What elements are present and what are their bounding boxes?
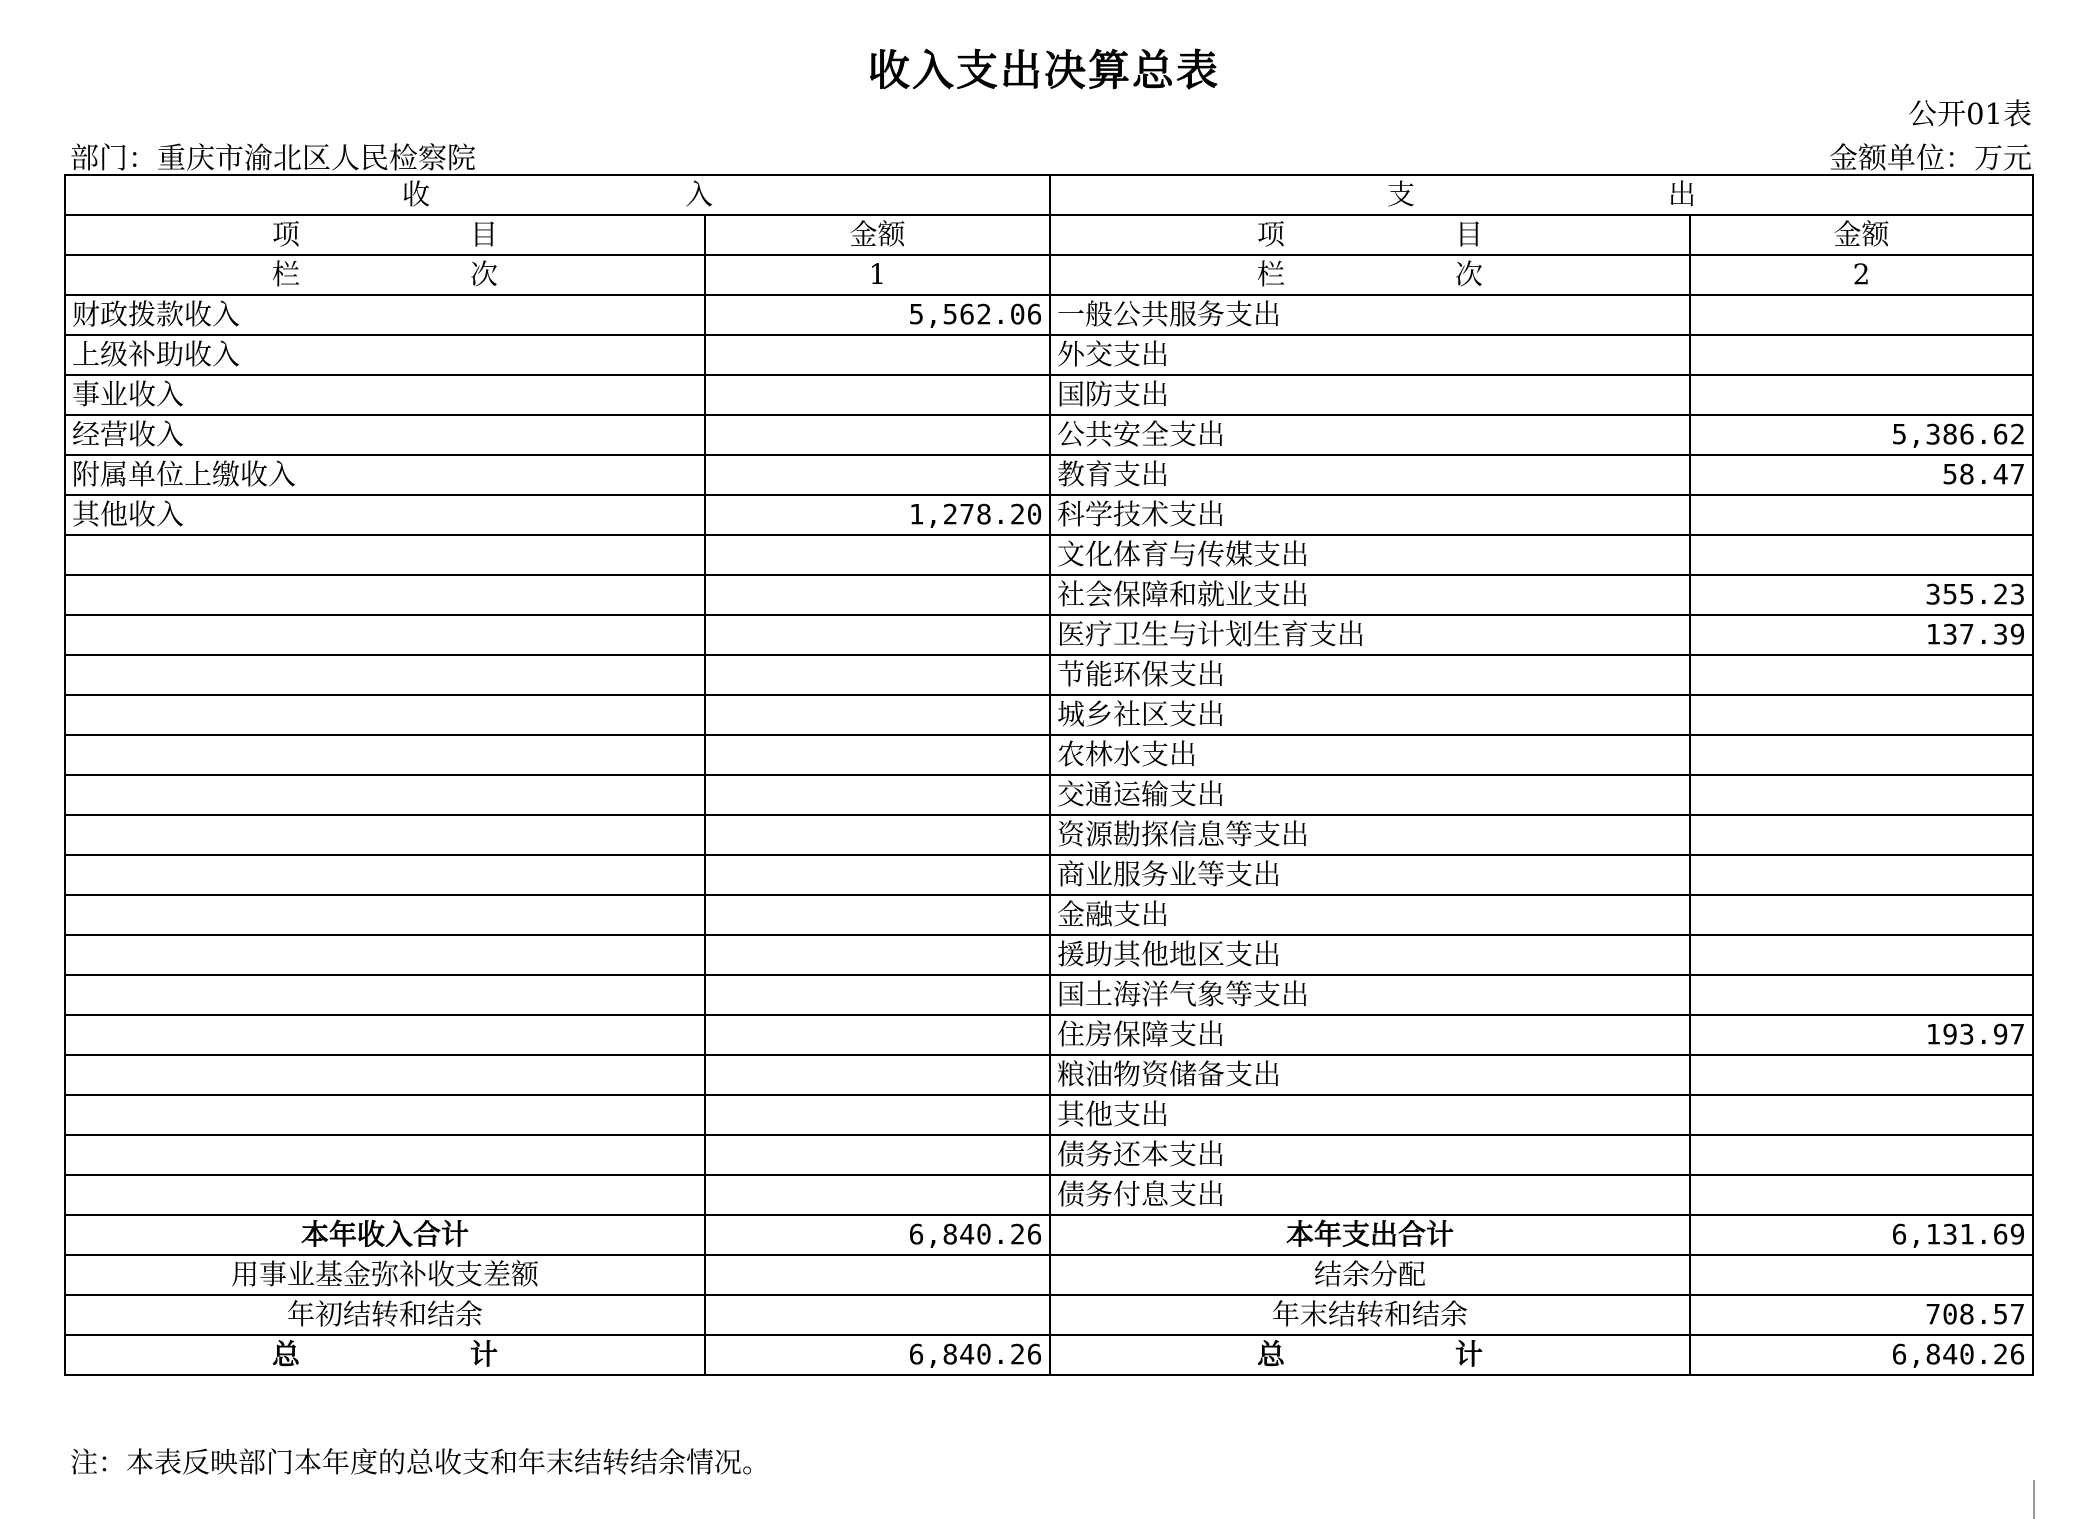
income-amount-header: 金额	[705, 215, 1050, 255]
expense-item: 援助其他地区支出	[1050, 935, 1690, 975]
income-item	[65, 1095, 705, 1135]
expense-amount	[1690, 895, 2033, 935]
table-row	[65, 455, 2033, 495]
income-item: 附属单位上缴收入	[65, 455, 705, 495]
table-row	[65, 655, 2033, 695]
income-item	[65, 1015, 705, 1055]
income-amount	[705, 415, 1050, 455]
income-item	[65, 1135, 705, 1175]
income-amount	[705, 975, 1050, 1015]
edge-mark	[2033, 1480, 2035, 1519]
income-amount	[705, 335, 1050, 375]
expense-item: 外交支出	[1050, 335, 1690, 375]
income-item	[65, 895, 705, 935]
table-row	[65, 495, 2033, 535]
expense-amount	[1690, 1095, 2033, 1135]
grand-total-income-label: 总 计	[65, 1335, 705, 1375]
income-item	[65, 575, 705, 615]
income-amount	[705, 775, 1050, 815]
expense-amount	[1690, 775, 2033, 815]
income-total-amount: 6,840.26	[705, 1215, 1050, 1255]
grand-total-income: 6,840.26	[705, 1335, 1050, 1375]
expense-index-number: 2	[1690, 255, 2033, 295]
expense-amount	[1690, 735, 2033, 775]
table-row	[65, 1015, 2033, 1055]
expense-amount	[1690, 975, 2033, 1015]
expense-amount	[1690, 295, 2033, 335]
income-item	[65, 855, 705, 895]
expense-amount-header: 金额	[1690, 215, 2033, 255]
income-item: 事业收入	[65, 375, 705, 415]
header-row-index	[65, 255, 2033, 295]
expense-item: 粮油物资储备支出	[1050, 1055, 1690, 1095]
page-title: 收入支出决算总表	[867, 46, 1220, 95]
expense-amount	[1690, 1055, 2033, 1095]
expense-amount	[1690, 495, 2033, 535]
income-item: 财政拨款收入	[65, 295, 705, 335]
income-item-header: 项 目	[65, 215, 705, 255]
expense-item: 节能环保支出	[1050, 655, 1690, 695]
income-amount	[705, 895, 1050, 935]
expense-item: 文化体育与传媒支出	[1050, 535, 1690, 575]
table-row	[65, 695, 2033, 735]
income-amount	[705, 815, 1050, 855]
expense-item: 金融支出	[1050, 895, 1690, 935]
table-row	[65, 615, 2033, 655]
grand-total-expense: 6,840.26	[1690, 1335, 2033, 1375]
expense-total-label: 本年支出合计	[1050, 1215, 1690, 1255]
table-row	[65, 575, 2033, 615]
expense-amount	[1690, 655, 2033, 695]
expense-amount	[1690, 695, 2033, 735]
table-row	[65, 295, 2033, 335]
income-item: 上级补助收入	[65, 335, 705, 375]
expense-amount: 5,386.62	[1690, 415, 2033, 455]
expense-amount	[1690, 815, 2033, 855]
income-amount	[705, 535, 1050, 575]
income-item	[65, 735, 705, 775]
table-row	[65, 1095, 2033, 1135]
income-item	[65, 1175, 705, 1215]
begin-carryover-label: 年初结转和结余	[65, 1295, 705, 1335]
end-carryover-label: 年末结转和结余	[1050, 1295, 1690, 1335]
fund-row	[65, 1255, 2033, 1295]
expense-item: 国土海洋气象等支出	[1050, 975, 1690, 1015]
income-amount	[705, 1175, 1050, 1215]
income-amount	[705, 615, 1050, 655]
table-row	[65, 735, 2033, 775]
expense-item: 一般公共服务支出	[1050, 295, 1690, 335]
income-item	[65, 975, 705, 1015]
income-item	[65, 775, 705, 815]
department-label: 部门：重庆市渝北区人民检察院	[70, 141, 477, 175]
footnote: 注：本表反映部门本年度的总收支和年末结转结余情况。	[70, 1446, 771, 1479]
expense-item: 科学技术支出	[1050, 495, 1690, 535]
expense-item: 国防支出	[1050, 375, 1690, 415]
grand-total-row	[65, 1335, 2033, 1375]
end-carryover-amount: 708.57	[1690, 1295, 2033, 1335]
income-amount	[705, 1015, 1050, 1055]
income-amount	[705, 855, 1050, 895]
income-amount: 1,278.20	[705, 495, 1050, 535]
expense-item: 商业服务业等支出	[1050, 855, 1690, 895]
table-row	[65, 375, 2033, 415]
expense-amount	[1690, 1135, 2033, 1175]
table-row	[65, 775, 2033, 815]
income-item	[65, 535, 705, 575]
income-amount	[705, 1135, 1050, 1175]
income-index-number: 1	[705, 255, 1050, 295]
income-item	[65, 935, 705, 975]
expense-amount: 193.97	[1690, 1015, 2033, 1055]
expense-item: 公共安全支出	[1050, 415, 1690, 455]
fund-amount	[705, 1255, 1050, 1295]
income-total-label: 本年收入合计	[65, 1215, 705, 1255]
income-amount	[705, 1095, 1050, 1135]
income-index-label: 栏 次	[65, 255, 705, 295]
header-row-columns	[65, 215, 2033, 255]
expense-item-header: 项 目	[1050, 215, 1690, 255]
surplus-label: 结余分配	[1050, 1255, 1690, 1295]
surplus-amount	[1690, 1255, 2033, 1295]
expense-item: 债务还本支出	[1050, 1135, 1690, 1175]
form-number: 公开01表	[1908, 97, 2032, 131]
table-row	[65, 335, 2033, 375]
table-row	[65, 1175, 2033, 1215]
income-section-header: 收 入	[65, 175, 1050, 215]
income-item: 其他收入	[65, 495, 705, 535]
income-amount	[705, 455, 1050, 495]
income-amount	[705, 1055, 1050, 1095]
expense-amount	[1690, 855, 2033, 895]
expense-amount	[1690, 335, 2033, 375]
table-row	[65, 895, 2033, 935]
expense-amount	[1690, 935, 2033, 975]
expense-section-header: 支 出	[1050, 175, 2033, 215]
unit-label: 金额单位：万元	[1828, 141, 2032, 175]
expense-amount	[1690, 535, 2033, 575]
income-amount: 5,562.06	[705, 295, 1050, 335]
carryover-row	[65, 1295, 2033, 1335]
income-item	[65, 695, 705, 735]
income-amount	[705, 735, 1050, 775]
expense-item: 资源勘探信息等支出	[1050, 815, 1690, 855]
income-amount	[705, 695, 1050, 735]
income-amount	[705, 935, 1050, 975]
table-row	[65, 415, 2033, 455]
income-item	[65, 1055, 705, 1095]
income-amount	[705, 575, 1050, 615]
expense-item: 债务付息支出	[1050, 1175, 1690, 1215]
income-item	[65, 655, 705, 695]
expense-item: 交通运输支出	[1050, 775, 1690, 815]
expense-amount: 58.47	[1690, 455, 2033, 495]
expense-amount	[1690, 1175, 2033, 1215]
begin-carryover-amount	[705, 1295, 1050, 1335]
income-item: 经营收入	[65, 415, 705, 455]
grand-total-expense-label: 总 计	[1050, 1335, 1690, 1375]
expense-item: 其他支出	[1050, 1095, 1690, 1135]
income-amount	[705, 655, 1050, 695]
table-row	[65, 855, 2033, 895]
table-row	[65, 535, 2033, 575]
header-row-section	[65, 175, 2033, 215]
expense-item: 农林水支出	[1050, 735, 1690, 775]
income-item	[65, 815, 705, 855]
expense-index-label: 栏 次	[1050, 255, 1690, 295]
table-row	[65, 1135, 2033, 1175]
expense-amount: 355.23	[1690, 575, 2033, 615]
expense-item: 教育支出	[1050, 455, 1690, 495]
expense-amount	[1690, 375, 2033, 415]
table-row	[65, 975, 2033, 1015]
budget-table	[64, 174, 2034, 1376]
table-row	[65, 815, 2033, 855]
fund-label: 用事业基金弥补收支差额	[65, 1255, 705, 1295]
income-amount	[705, 375, 1050, 415]
income-item	[65, 615, 705, 655]
expense-item: 城乡社区支出	[1050, 695, 1690, 735]
expense-item: 住房保障支出	[1050, 1015, 1690, 1055]
expense-amount: 137.39	[1690, 615, 2033, 655]
expense-item: 医疗卫生与计划生育支出	[1050, 615, 1690, 655]
expense-item: 社会保障和就业支出	[1050, 575, 1690, 615]
expense-total-amount: 6,131.69	[1690, 1215, 2033, 1255]
table-row	[65, 1055, 2033, 1095]
income-total-row	[65, 1215, 2033, 1255]
table-row	[65, 935, 2033, 975]
